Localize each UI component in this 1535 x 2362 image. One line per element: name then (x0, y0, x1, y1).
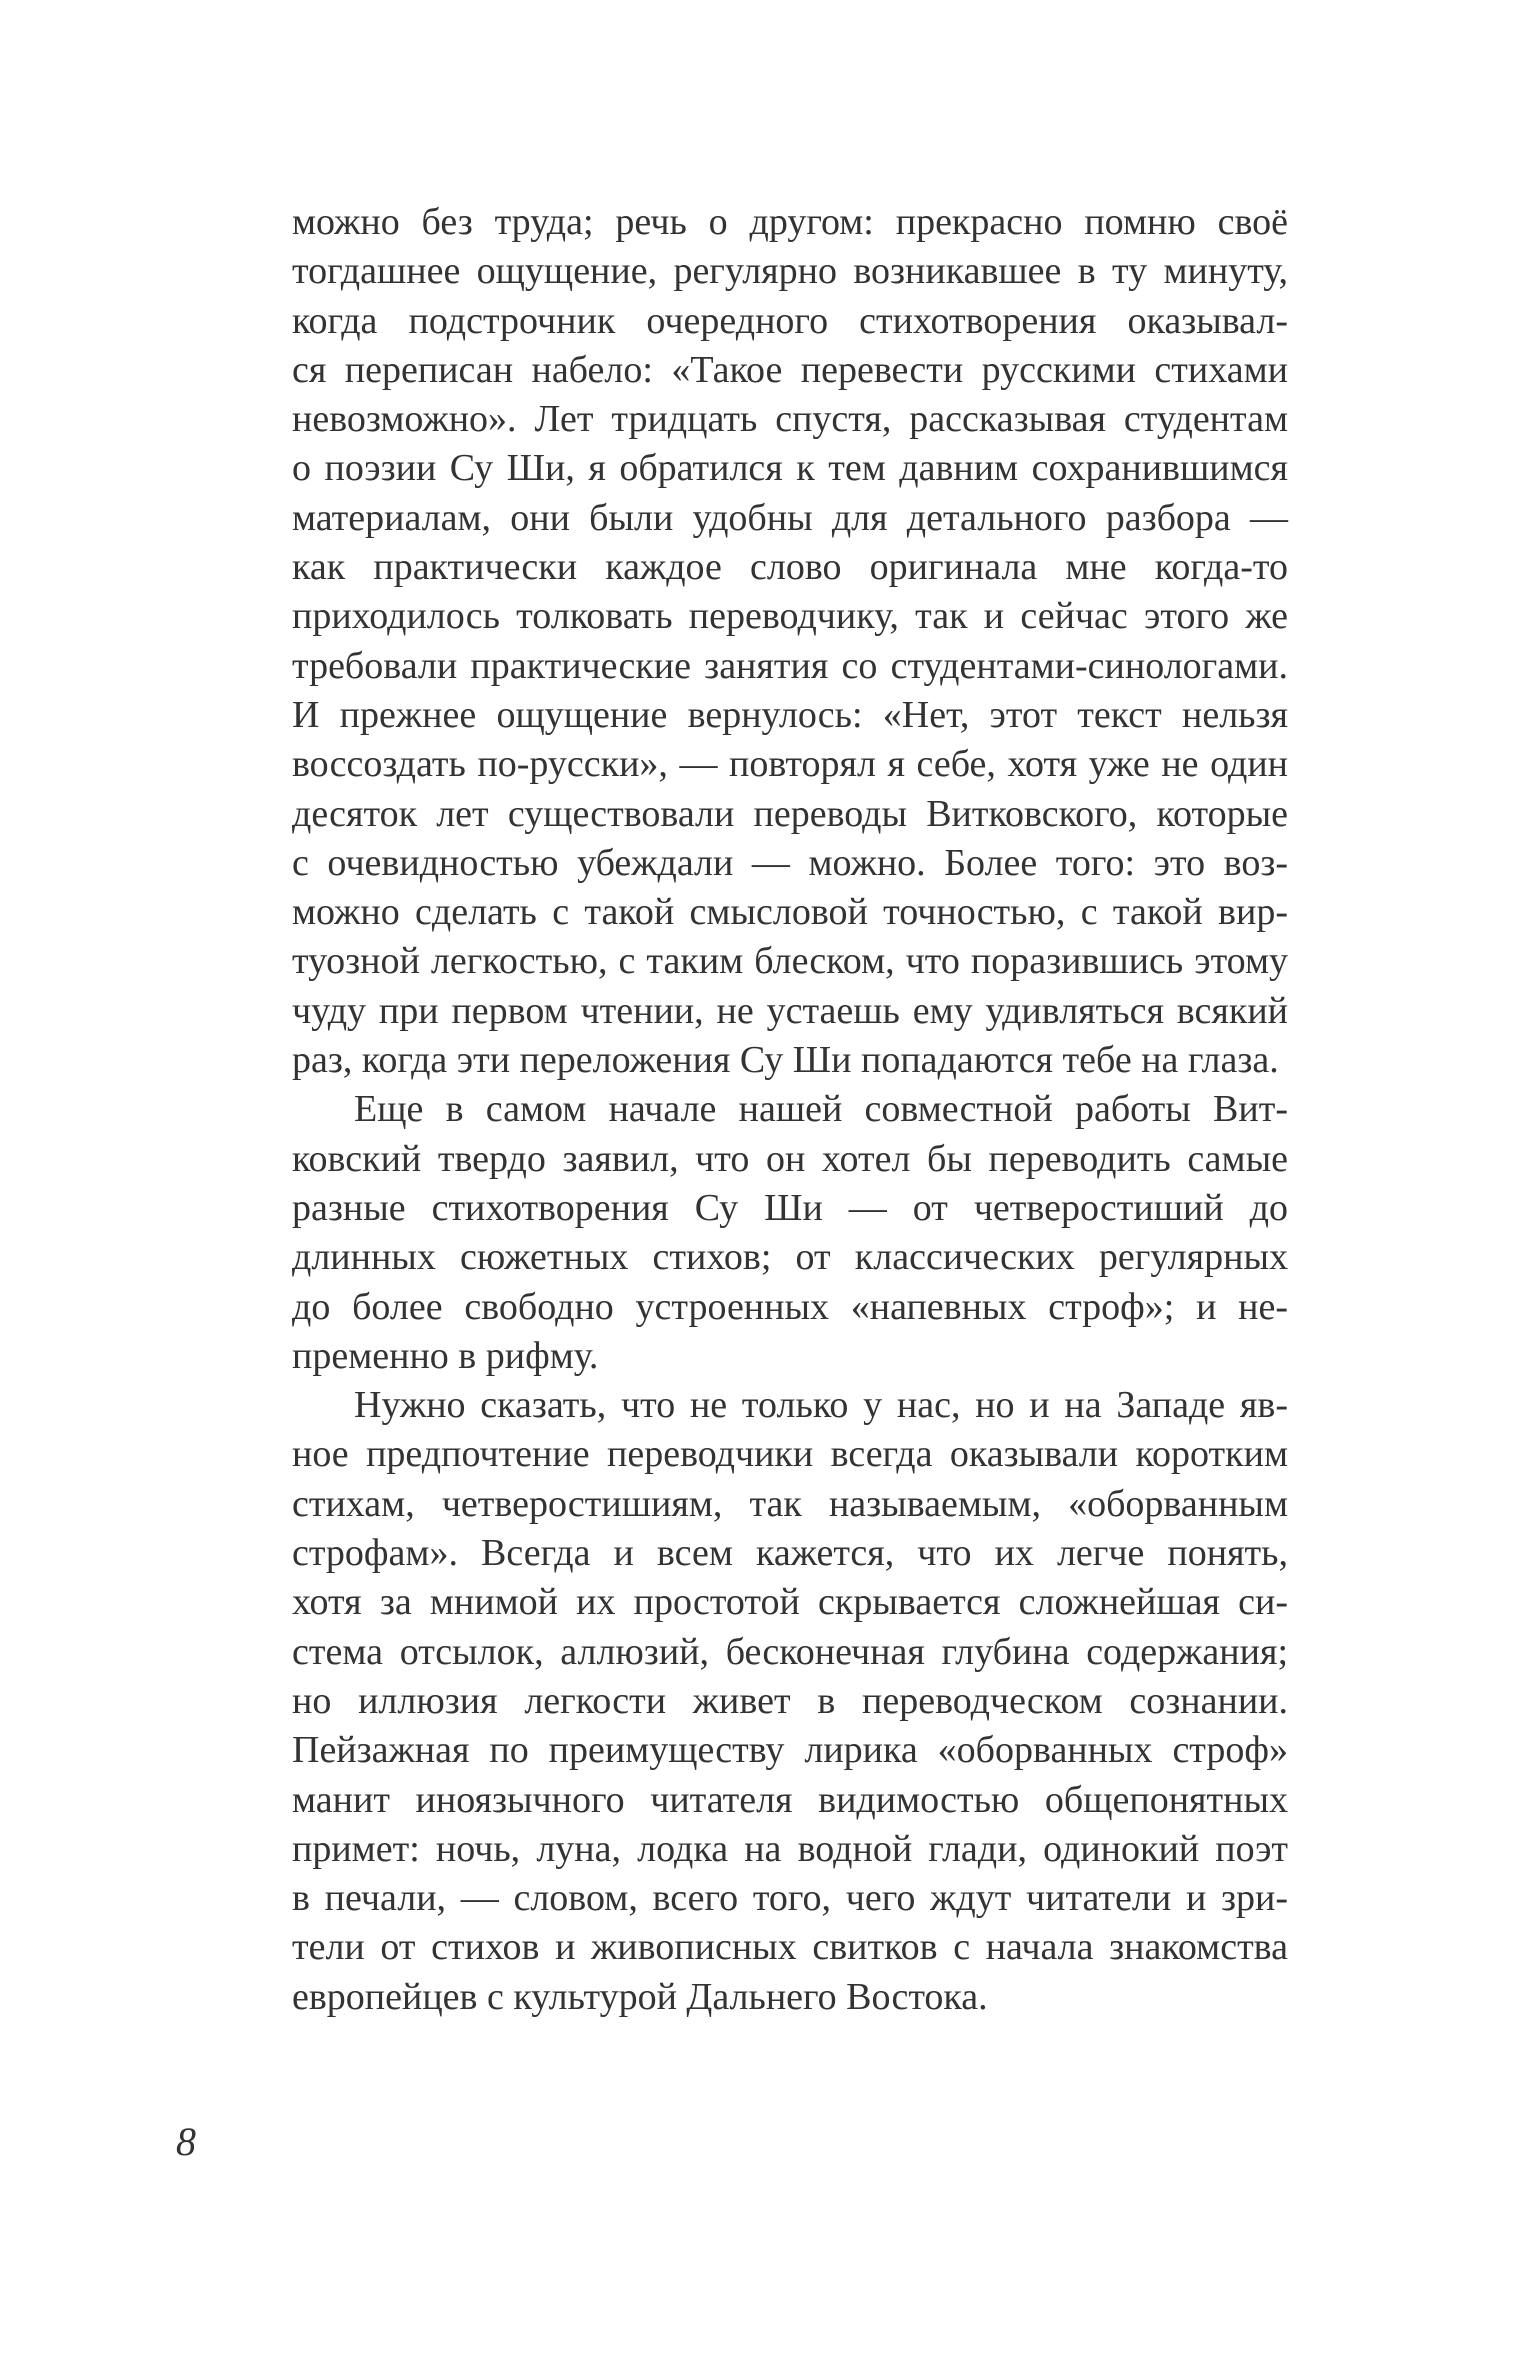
text-line: воссоздать по-русски», — повторял я себе, хотя уже не один (292, 743, 1288, 786)
text-line: стихам, четверостишиям, так называемым, «оборванным (292, 1482, 1288, 1525)
text-line: но иллюзия легкости живет в переводческом сознании. (292, 1679, 1288, 1722)
text-line: Пейзажная по преимуществу лирика «оборванных строф» (292, 1729, 1288, 1772)
text-line: когда подстрочник очередного стихотворения оказывал- (292, 299, 1288, 342)
text-line: с очевидностью убеждали — можно. Более того: это воз- (292, 841, 1288, 884)
text-line: туозной легкостью, с таким блеском, что поразившись этому (292, 940, 1288, 983)
text-line: требовали практические занятия со студентами-синологами. (292, 644, 1288, 687)
paragraph (292, 1085, 1288, 1381)
text-line: как практически каждое слово оригинала мне когда-то (292, 546, 1288, 589)
text-line: стема отсылок, аллюзий, бесконечная глубина содержания; (292, 1630, 1288, 1673)
text-line: Еще в самом начале нашей совместной работы Вит- (354, 1088, 1288, 1131)
text-line: можно без труда; речь о другом: прекрасно помню своё (292, 201, 1288, 243)
text-line: о поэзии Су Ши, я обратился к тем давним сохранившимся (292, 447, 1288, 490)
body-text (292, 198, 1288, 2022)
text-line: десяток лет существовали переводы Витковского, которые (292, 792, 1288, 835)
text-line: И прежнее ощущение вернулось: «Нет, этот текст нельзя (292, 693, 1288, 736)
text-line: тогдашнее ощущение, регулярно возникавшее в ту минуту, (292, 250, 1288, 293)
text-line: ся переписан набело: «Такое перевести русскими стихами (292, 348, 1288, 391)
text-line: строфам». Всегда и всем кажется, что их легче понять, (292, 1532, 1288, 1575)
text-line: можно сделать с такой смысловой точностью, с такой вир- (292, 891, 1288, 934)
text-line: манит иноязычного читателя видимостью общепонятных (292, 1778, 1288, 1821)
text-line: чуду при первом чтении, не устаешь ему удивляться всякий (292, 989, 1288, 1032)
text-line: ное предпочтение переводчики всегда оказывали коротким (292, 1433, 1288, 1476)
text-line: европейцев с культурой Дальнего Востока. (292, 1975, 988, 2018)
text-line: материалам, они были удобны для детального разбора — (292, 496, 1288, 539)
text-line: длинных сюжетных стихов; от классических регулярных (292, 1236, 1288, 1279)
text-line: до более свободно устроенных «напевных строф»; и не- (292, 1285, 1288, 1328)
paragraph (292, 1381, 1288, 2022)
text-line: раз, когда эти переложения Су Ши попадаются тебе на глаза. (292, 1039, 1279, 1082)
text-line: Нужно сказать, что не только у нас, но и на Западе яв- (354, 1384, 1288, 1427)
text-line: примет: ночь, луна, лодка на водной глади, одинокий поэт (292, 1827, 1288, 1870)
text-line: тели от стихов и живописных свитков с начала знакомства (292, 1926, 1288, 1969)
text-line: разные стихотворения Су Ши — от четверостиший до (292, 1186, 1288, 1229)
text-line: пременно в рифму. (292, 1334, 599, 1377)
text-line: хотя за мнимой их простотой скрывается сложнейшая си- (292, 1581, 1288, 1624)
text-line: ковский твердо заявил, что он хотел бы переводить самые (292, 1137, 1288, 1180)
text-line: невозможно». Лет тридцать спустя, рассказывая студентам (292, 398, 1288, 441)
text-line: в печали, — словом, всего того, чего ждут читатели и зри- (292, 1877, 1288, 1920)
text-line: приходилось толковать переводчику, так и сейчас этого же (292, 595, 1288, 638)
page-number: 8 (176, 2119, 196, 2164)
paragraph (292, 198, 1288, 1085)
